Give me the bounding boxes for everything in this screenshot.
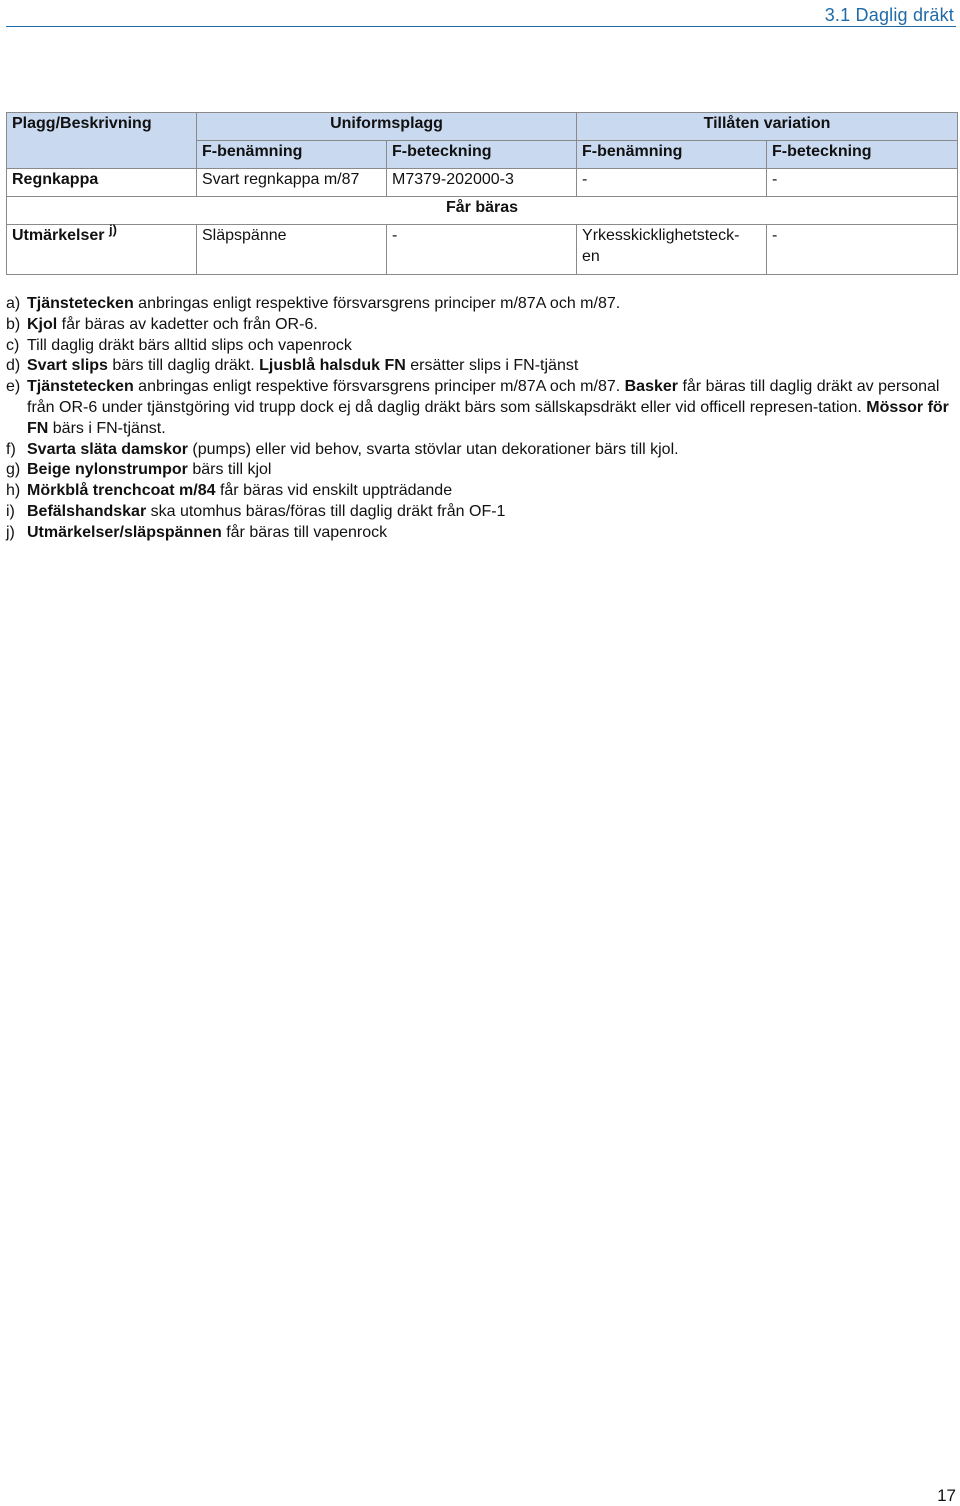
footnote-label: a): [6, 295, 21, 312]
footnote-text: får bäras av kadetter och från OR-6.: [57, 315, 318, 333]
table-row: [7, 169, 958, 197]
footnote-text: får bäras till daglig dräkt av personal från OR-6 under tjänstgöring vid trupp dock ej då daglig dräkt bärs som sällskapsdräkt eller vid officell represen-tation.: [27, 378, 940, 416]
uniform-table: [6, 112, 958, 275]
footnote-label: i): [6, 502, 15, 520]
footnote-label: j): [6, 523, 15, 541]
footnote-b: [6, 315, 956, 336]
table-section-row: [7, 197, 958, 225]
cell-f-beteckning: -: [387, 225, 577, 275]
footnote-f: [6, 440, 956, 461]
cell-variation-benamning: Yrkesskicklighetsteck- en: [577, 225, 767, 275]
footnote-text: får bäras vid enskilt uppträdande: [215, 482, 453, 500]
footnote-bold: Tjänstetecken: [27, 295, 134, 312]
footnote-label: f): [6, 440, 16, 458]
header-tillaten-variation: Tillåten variation: [577, 113, 958, 141]
footnote-j: [6, 523, 956, 544]
footnote-label: e): [6, 378, 21, 396]
cell-f-benamning: Svart regnkappa m/87: [197, 169, 387, 197]
header-f-beteckning-uniform: F-beteckning: [387, 141, 577, 169]
footnote-a: [6, 294, 956, 315]
footnote-d: [6, 356, 956, 377]
cell-f-benamning: Släpspänne: [197, 225, 387, 275]
footnote-bold: Svart slips: [27, 357, 108, 375]
footnote-text: anbringas enligt respektive försvarsgrens principer m/87A och m/87.: [133, 378, 625, 396]
footnote-bold: Svarta släta damskor: [27, 440, 188, 458]
footnote-label: g): [6, 461, 21, 479]
footnote-bold: Beige nylonstrumpor: [27, 461, 188, 479]
header-f-benamning-uniform: F-benämning: [197, 141, 387, 169]
footnote-label: c): [6, 336, 20, 354]
table-header-row: [7, 113, 958, 141]
header-f-beteckning-variation: F-beteckning: [767, 141, 958, 169]
footnote-g: [6, 460, 956, 481]
footnote-text: får bäras till vapenrock: [221, 523, 388, 541]
footnote-h: [6, 481, 956, 502]
footnote-bold: Befälshandskar: [27, 502, 147, 520]
footnote-bold: Tjänstetecken: [27, 378, 134, 396]
cell-item: [7, 222, 197, 275]
cell-variation-beteckning: -: [767, 225, 958, 275]
cell-variation-beteckning: -: [767, 169, 958, 197]
footnote-bold: Basker: [624, 378, 678, 396]
footnote-text: (pumps) eller vid behov, svarta stövlar utan dekorationer bärs till kjol.: [187, 440, 679, 458]
footnote-marker: j): [108, 222, 117, 237]
footnote-label: b): [6, 315, 21, 333]
footnote-text: ska utomhus bäras/föras till daglig dräkt från OF-1: [146, 502, 506, 520]
footnote-label: h): [6, 482, 21, 500]
cell-variation-benamning: -: [577, 169, 767, 197]
cell-item-label: Utmärkelser: [12, 227, 105, 244]
footnote-bold: Ljusblå halsduk FN: [259, 357, 406, 375]
footnote-text: Till daglig dräkt bärs alltid slips och vapenrock: [27, 336, 352, 354]
table-row: [7, 225, 958, 275]
footnote-label: d): [6, 357, 21, 375]
footnote-text: ersätter slips i FN-tjänst: [405, 357, 579, 375]
footnote-e: [6, 377, 956, 439]
page-header: [6, 0, 956, 27]
footnote-c: [6, 336, 956, 357]
section-label-far-baras: Får bäras: [7, 197, 958, 225]
section-title: 3.1 Daglig dräkt: [824, 5, 954, 25]
header-f-benamning-variation: F-benämning: [577, 141, 767, 169]
cell-f-beteckning: M7379-202000-3: [387, 169, 577, 197]
footnote-bold: Mössor för FN: [27, 398, 949, 437]
footnotes: [6, 294, 956, 544]
cell-item: Regnkappa: [7, 169, 197, 197]
footnote-bold: Utmärkelser/släpspännen: [27, 523, 222, 541]
header-uniformsplagg: Uniformsplagg: [197, 113, 577, 141]
footnote-bold: Mörkblå trenchcoat m/84: [27, 482, 216, 500]
header-plagg-beskrivning: Plagg/Beskrivning: [7, 113, 197, 169]
footnote-i: [6, 502, 956, 523]
footnote-text: bärs i FN-tjänst.: [48, 419, 166, 437]
footnote-text: bärs till kjol: [187, 461, 272, 479]
footnote-text: bärs till daglig dräkt.: [107, 357, 260, 375]
footnote-bold: Kjol: [27, 315, 58, 333]
footnote-text: anbringas enligt respektive försvarsgrens principer m/87A och m/87.: [133, 295, 621, 312]
page-number: 17: [937, 1486, 956, 1505]
